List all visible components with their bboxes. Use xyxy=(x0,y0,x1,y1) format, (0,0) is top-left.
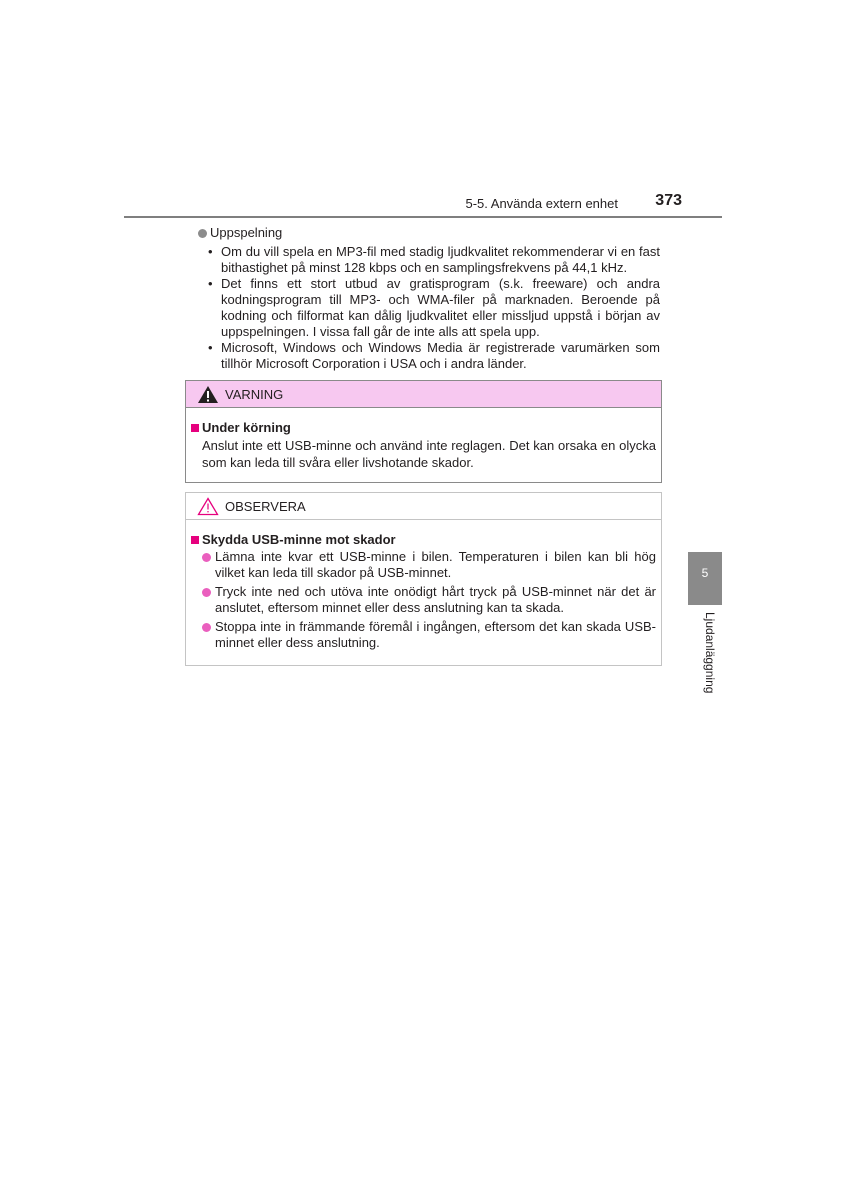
bullet-dot: • xyxy=(208,276,213,291)
playback-bullet-list xyxy=(208,244,660,372)
pink-square-icon xyxy=(191,536,199,544)
bullet-dot: • xyxy=(208,340,213,355)
caution-item-text: Lämna inte kvar ett USB-minne i bilen. Temperaturen i bilen kan bli hög vilket kan leda till skador på USB-minnet. xyxy=(215,549,656,580)
caution-subtitle xyxy=(191,531,656,548)
chapter-label: Ljudanläggning xyxy=(703,612,717,694)
bullet-text: Det finns ett stort utbud av gratisprogram (s.k. freeware) och andra kodningsprogram till MP3- och WMA-filer på marknaden. Beroende på kodning och filformat kan dålig ljudkvalitet eller missljud uppstå i början av uppspelningen. I vissa fall går de inte alls att spela upp. xyxy=(221,276,660,339)
list-item xyxy=(191,549,656,581)
warning-title: Under körning xyxy=(202,420,291,435)
page-header xyxy=(124,190,722,218)
caution-title: Skydda USB-minne mot skador xyxy=(202,532,396,547)
gray-bullet-icon xyxy=(198,229,207,238)
caution-box xyxy=(185,492,662,666)
pink-dot-icon xyxy=(202,588,211,597)
list-item xyxy=(208,244,660,276)
pink-dot-icon xyxy=(202,553,211,562)
list-item xyxy=(208,276,660,340)
list-item xyxy=(208,340,660,372)
warning-body xyxy=(186,408,661,471)
list-item xyxy=(191,584,656,616)
playback-heading xyxy=(198,225,660,241)
chapter-number: 5 xyxy=(701,566,709,580)
warning-header xyxy=(186,381,661,408)
warning-text: Anslut inte ett USB-minne och använd inte reglagen. Det kan orsaka en olycka som kan leda till svåra eller livshotande skador. xyxy=(202,438,656,470)
caution-triangle-icon xyxy=(197,497,219,516)
caution-item-text: Tryck inte ned och utöva inte onödigt hårt tryck på USB-minnet när det är anslutet, eftersom minnet eller dess anslutning kan ta skada. xyxy=(215,584,656,615)
warning-box xyxy=(185,380,662,483)
header-divider xyxy=(124,216,722,218)
bullet-text: Om du vill spela en MP3-fil med stadig ljudkvalitet rekommenderar vi en fast bithastighet på minst 128 kbps och en samplingsfrekvens på 44,1 kHz. xyxy=(221,244,660,275)
bullet-text: Microsoft, Windows och Windows Media är registrerade varumärken som tillhör Microsoft Corporation i USA och i andra länder. xyxy=(221,340,660,371)
bullet-dot: • xyxy=(208,244,213,259)
caution-header xyxy=(186,493,661,520)
caution-item-text: Stoppa inte in främmande föremål i ingången, eftersom det kan skada USB-minnet eller dess anslutning. xyxy=(215,619,656,650)
list-item xyxy=(191,619,656,651)
pink-dot-icon xyxy=(202,623,211,632)
warning-label: VARNING xyxy=(225,386,284,402)
playback-section xyxy=(184,225,660,372)
pink-square-icon xyxy=(191,424,199,432)
caution-body xyxy=(186,520,661,651)
warning-subtitle xyxy=(191,419,656,436)
warning-triangle-icon xyxy=(197,385,219,404)
chapter-tab[interactable] xyxy=(688,552,722,605)
playback-heading-text: Uppspelning xyxy=(210,225,283,240)
page-number: 373 xyxy=(655,192,682,209)
section-title: 5-5. Använda extern enhet xyxy=(465,196,618,211)
caution-label: OBSERVERA xyxy=(225,498,306,514)
